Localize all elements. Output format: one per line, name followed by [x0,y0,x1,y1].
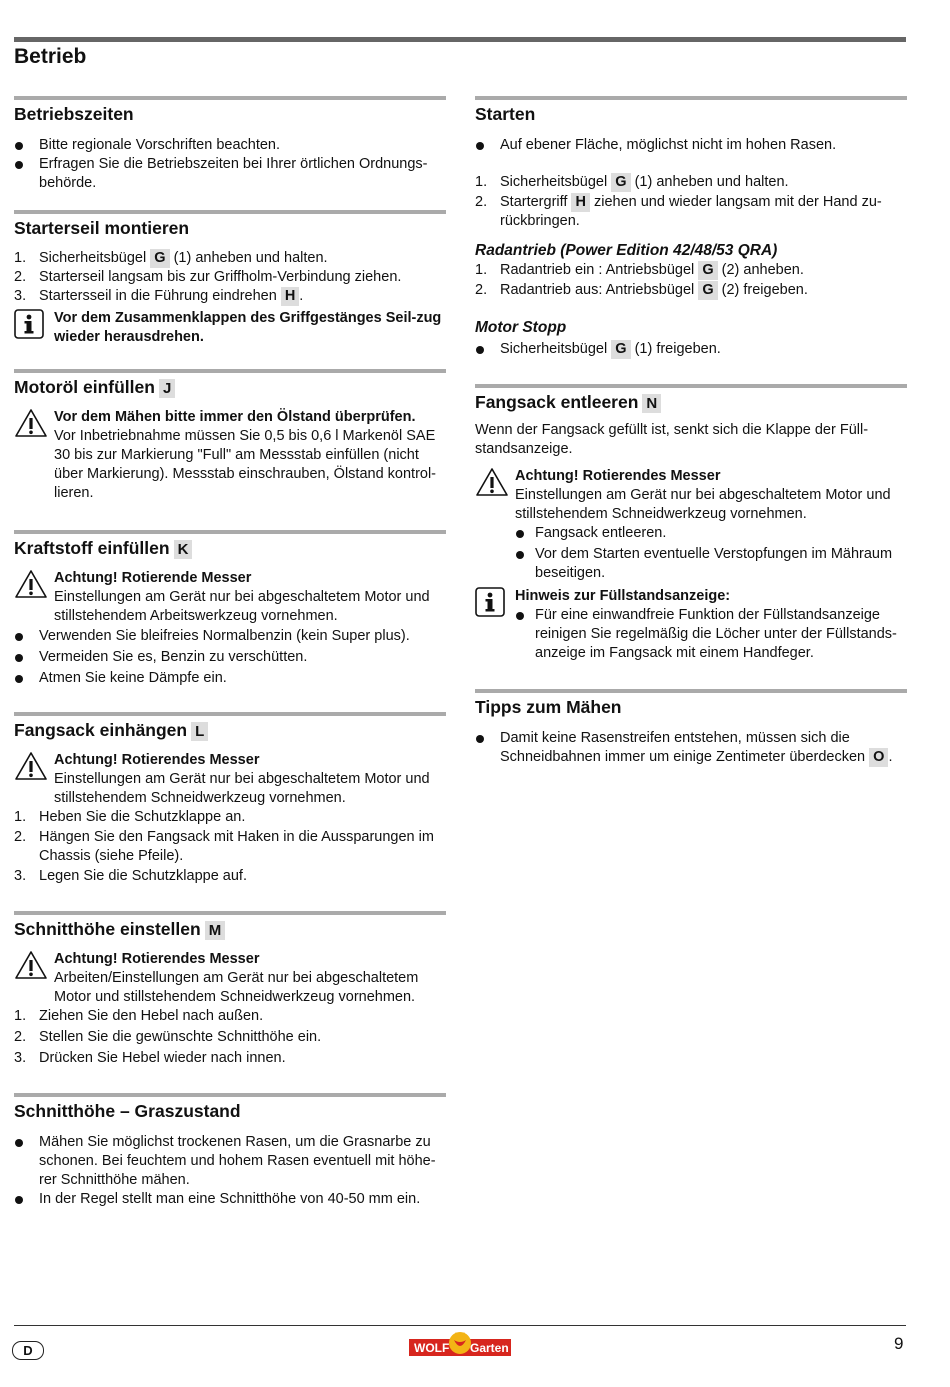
list-item: Fangsack entleeren. [515,524,907,543]
section-fangsack-entleeren [475,384,907,663]
warning-text: Einstellungen am Gerät nur bei abgeschaltetem Motor und stillstehendem Schneidwerkzeug vornehmen. [54,771,430,806]
list-item: In der Regel stellt man eine Schnitthöhe von 40-50 mm ein. [14,1190,446,1209]
list-item: Atmen Sie keine Dämpfe ein. [14,669,446,688]
key-label: G [698,281,717,300]
list-item: Erfragen Sie die Betriebszeiten bei Ihrer örtlichen Ordnungs-behörde. [14,155,446,193]
step-list [14,808,446,886]
section-schnitthoehe [14,911,446,1068]
section-title: Fangsack einhängen L [14,719,446,741]
warning-note [14,569,446,626]
info-title: Hinweis zur Füllstandsanzeige: [515,588,731,604]
step-list [14,249,446,306]
list-item: 2. Radantrieb aus: Antriebsbügel G (2) freigeben. [475,282,808,298]
wolf-garten-logo [409,1330,511,1358]
list-item: 1. Sicherheitsbügel G (1) anheben und halten. [14,250,328,266]
info-note [14,309,446,347]
section-title: Betriebszeiten [14,104,134,124]
section-fangsack-einhaengen [14,712,446,886]
list-item: 2. Hängen Sie den Fangsack mit Haken in die Aussparungen im Chassis (siehe Pfeile). [14,829,434,864]
section-tipps [475,689,907,767]
bullet-list [475,729,907,767]
list-item: Vor dem Starten eventuelle Verstopfungen im Mähraum beseitigen. [515,545,907,583]
list-item: Verwenden Sie bleifreies Normalbenzin (kein Super plus). [14,627,446,646]
list-item: 1. Ziehen Sie den Hebel nach außen. [14,1008,264,1024]
warning-title: Achtung! Rotierendes Messer [54,752,260,768]
list-item: Bitte regionale Vorschriften beachten. [14,136,446,155]
page-title: Betrieb [14,45,87,68]
warning-note [475,467,907,583]
bullet-list [14,627,446,688]
warning-text: Einstellungen am Gerät nur bei abgeschaltetem Motor und stillstehendem Arbeitswerkzeug vornehmen. [54,589,430,624]
section-starterseil [14,210,446,347]
warning-icon [14,569,48,605]
list-item: 2. Starterseil langsam bis zur Griffholm-Verbindung ziehen. [14,269,402,285]
list-item: 1. Sicherheitsbügel G (1) anheben und halten. [475,174,789,190]
list-item: Damit keine Rasenstreifen entstehen, müssen sich die Schneidbahnen immer um einige Zentimeter überdecken O . [475,729,907,767]
list-item: Mähen Sie möglichst trockenen Rasen, um die Grasnarbe zu schonen. Bei feuchtem und hohem Rasen eventuell mit höhe-rer Schnitthöhe mähen. [14,1133,446,1190]
key-label: J [159,379,175,398]
warning-text: Einstellungen am Gerät nur bei abgeschaltetem Motor und stillstehendem Schneidwerkzeug vornehmen. [515,487,891,522]
list-item: 2. Startergriff H ziehen und wieder langsam mit der Hand zu-rückbringen. [475,194,882,229]
warning-note [14,950,446,1007]
list-item: 1. Radantrieb ein : Antriebsbügel G (2) anheben. [475,262,804,278]
key-label: N [642,394,661,413]
list-item: Auf ebener Fläche, möglichst nicht im hohen Rasen. [475,136,907,155]
warning-text: Arbeiten/Einstellungen am Gerät nur bei abgeschaltetem Motor und stillstehendem Schneidwerkzeug vornehmen. [54,970,419,1005]
info-note [475,587,907,663]
svg-text:Garten: Garten [470,1341,509,1355]
step-list [475,261,907,300]
warning-note [14,751,446,808]
section-betriebszeiten [14,96,446,193]
section-kraftstoff [14,530,446,688]
bullet-list [515,606,907,663]
key-label: M [205,921,226,940]
section-motoroel [14,369,446,503]
subsection-title: Motor Stopp [475,319,567,336]
left-column [14,96,446,1209]
note-text: Vor dem Zusammenklappen des Griffgestänges Seil-zug wieder herausdrehen. [54,310,442,345]
section-title: Schnitthöhe – Graszustand [14,1101,241,1121]
list-item: 1. Heben Sie die Schutzklappe an. [14,809,246,825]
warning-title: Vor dem Mähen bitte immer den Ölstand überprüfen. [54,409,416,425]
country-badge: D [12,1341,44,1360]
list-item: 3. Startersseil in die Führung eindrehen H . [14,288,304,304]
section-title: Motoröl einfüllen J [14,376,446,398]
warning-icon [14,950,48,986]
bullet-list [14,1133,446,1209]
bullet-list [14,136,446,193]
section-title: Schnitthöhe einstellen M [14,918,446,940]
section-title: Starterseil montieren [14,218,190,238]
list-item: 2. Stellen Sie die gewünschte Schnitthöhe ein. [14,1029,322,1045]
info-icon [475,587,505,623]
key-label: G [611,340,630,359]
intro-text: Wenn der Fangsack gefüllt ist, senkt sich die Klappe der Füll-standsanzeige. [475,422,869,457]
section-title: Tipps zum Mähen [475,697,622,717]
key-label: G [150,249,169,268]
bullet-list [475,136,907,155]
key-label: L [191,722,208,741]
list-item: Sicherheitsbügel G (1) freigeben. [475,340,907,359]
bullet-list [515,524,907,583]
section-title: Starten [475,104,536,124]
warning-title: Achtung! Rotierendes Messer [515,468,721,484]
key-label: G [611,173,630,192]
info-icon [14,309,44,345]
subsection-title: Radantrieb (Power Edition 42/48/53 QRA) [475,242,778,259]
top-rule [14,37,906,42]
bullet-list [475,340,907,359]
warning-note [14,408,446,503]
list-item: 3. Drücken Sie Hebel wieder nach innen. [14,1050,286,1066]
key-label: K [174,540,193,559]
warning-title: Achtung! Rotierendes Messer [54,951,260,967]
key-label: H [281,287,299,306]
section-title: Kraftstoff einfüllen K [14,537,446,559]
step-list [14,1007,446,1068]
section-graszustand [14,1093,446,1209]
warning-icon [475,467,509,503]
list-item: 3. Legen Sie die Schutzklappe auf. [14,868,247,884]
key-label: H [571,193,589,212]
step-list [475,173,907,231]
footer-rule [14,1325,906,1326]
list-item: Für eine einwandfreie Funktion der Füllstandsanzeige reinigen Sie regelmäßig die Löcher unter der Füllstands-anzeige im Fangsack mit einem Handfeger. [515,606,907,663]
svg-text:WOLF: WOLF [414,1341,450,1355]
warning-icon [14,408,48,444]
warning-text: Vor Inbetriebnahme müssen Sie 0,5 bis 0,6 l Markenöl SAE 30 bis zur Markierung "Full" am Messstab einfüllen (nicht über Markierung). Messstab einschrauben, Ölstand kontrol-lieren. [54,428,437,501]
key-label: G [698,261,717,280]
key-label: O [869,748,888,767]
list-item: Vermeiden Sie es, Benzin zu verschütten. [14,648,446,667]
section-starten [475,96,907,359]
warning-icon [14,751,48,787]
page-number: 9 [894,1334,904,1353]
warning-title: Achtung! Rotierende Messer [54,570,252,586]
section-title: Fangsack entleeren N [475,391,907,413]
right-column [475,96,907,767]
